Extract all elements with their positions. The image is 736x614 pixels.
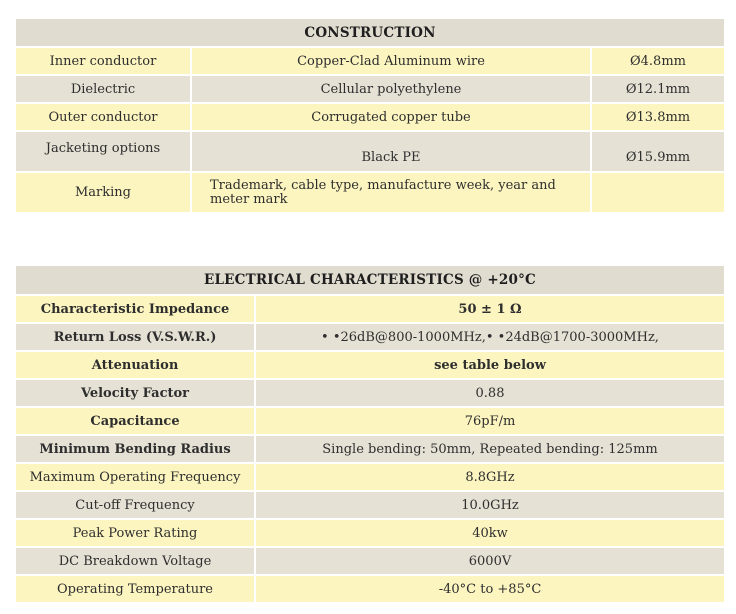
row-description: Copper-Clad Aluminum wire [192, 48, 592, 76]
row-value: • •26dB@800-1000MHz,• •24dB@1700-3000MHz, [256, 324, 724, 352]
table-row [16, 380, 724, 408]
row-value: Single bending: 50mm, Repeated bending: 125mm [256, 436, 724, 464]
row-label: Capacitance [16, 408, 256, 436]
row-label: Jacketing options [16, 132, 192, 173]
table-row [16, 76, 724, 104]
table-row [16, 576, 724, 604]
row-label: Characteristic Impedance [16, 296, 256, 324]
row-label: Operating Temperature [16, 576, 256, 604]
table-row [16, 352, 724, 380]
table-row [16, 464, 724, 492]
row-size [592, 173, 724, 214]
row-value: 40kw [256, 520, 724, 548]
table-row [16, 48, 724, 76]
row-size: Ø15.9mm [592, 132, 724, 173]
row-description: Black PE [192, 132, 592, 173]
electrical-table [16, 266, 724, 604]
row-value: 6000V [256, 548, 724, 576]
row-label: Inner conductor [16, 48, 192, 76]
row-value: 76pF/m [256, 408, 724, 436]
row-description: Corrugated copper tube [192, 104, 592, 132]
table-row [16, 520, 724, 548]
table-row [16, 132, 724, 173]
row-value: 0.88 [256, 380, 724, 408]
row-description: Cellular polyethylene [192, 76, 592, 104]
row-label: Peak Power Rating [16, 520, 256, 548]
row-label: Maximum Operating Frequency [16, 464, 256, 492]
row-value: 8.8GHz [256, 464, 724, 492]
table-row [16, 548, 724, 576]
row-description: Trademark, cable type, manufacture week, year and meter mark [192, 173, 592, 214]
row-size: Ø4.8mm [592, 48, 724, 76]
table-row [16, 324, 724, 352]
construction-table [16, 19, 724, 214]
row-label: Marking [16, 173, 192, 214]
row-label: Return Loss (V.S.W.R.) [16, 324, 256, 352]
construction-title: CONSTRUCTION [16, 19, 724, 48]
row-label: Velocity Factor [16, 380, 256, 408]
row-value: -40°C to +85°C [256, 576, 724, 604]
table-row [16, 408, 724, 436]
row-label: Cut-off Frequency [16, 492, 256, 520]
row-label: Dielectric [16, 76, 192, 104]
row-label: Outer conductor [16, 104, 192, 132]
row-label: Attenuation [16, 352, 256, 380]
row-value: see table below [256, 352, 724, 380]
table-row [16, 104, 724, 132]
row-label: Minimum Bending Radius [16, 436, 256, 464]
table-row [16, 173, 724, 214]
table-row [16, 296, 724, 324]
row-value: 50 ± 1 Ω [256, 296, 724, 324]
row-value: 10.0GHz [256, 492, 724, 520]
table-row [16, 436, 724, 464]
row-label: DC Breakdown Voltage [16, 548, 256, 576]
table-row [16, 492, 724, 520]
row-size: Ø13.8mm [592, 104, 724, 132]
row-size: Ø12.1mm [592, 76, 724, 104]
electrical-title: ELECTRICAL CHARACTERISTICS @ +20°C [16, 266, 724, 296]
